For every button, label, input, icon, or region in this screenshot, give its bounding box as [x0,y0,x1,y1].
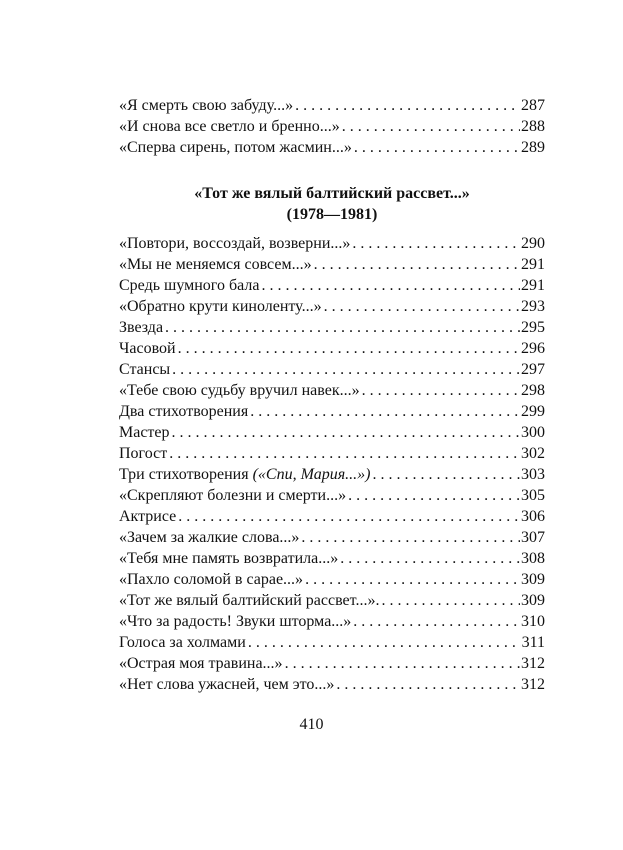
toc-entry-page: 302 [521,445,545,462]
toc-entry-title: Средь шумного бала [119,277,260,294]
dot-leader [352,233,520,254]
page-number: 410 [299,716,324,733]
toc-entry-page: 293 [521,298,545,315]
toc-entry [119,590,545,611]
toc-entry [119,275,545,296]
toc-entry-title: «Тот же вялый балтийский рассвет...». [119,592,380,609]
toc-entry [119,611,545,632]
dot-leader [165,317,520,338]
toc-entry [119,443,545,464]
toc-entry-title: Стансы [119,361,171,378]
toc-entry-title: «Нет слова ужасней, чем это...» [119,676,335,693]
section-heading [119,183,545,225]
toc-entry-title: «Тебе свою судьбу вручил навек...» [119,382,360,399]
toc-entry [119,422,545,443]
dot-leader [248,632,521,653]
toc-entry-title: Часовой [119,340,176,357]
toc-entry-title: «Скрепляют болезни и смерти...» [119,487,347,504]
toc-entry-page: 312 [521,676,545,693]
toc-entry [119,485,545,506]
toc-entry [119,548,545,569]
toc-entry-title: Звезда [119,319,164,336]
toc-entry [119,674,545,695]
dot-leader [261,275,520,296]
toc-entry [119,569,545,590]
dot-leader [169,443,520,464]
dot-leader [172,359,520,380]
toc-entry-page: 309 [521,592,545,609]
section-title: «Тот же вялый балтийский рассвет...» [194,185,470,202]
toc-entry-page: 299 [521,403,545,420]
toc-entry [119,317,545,338]
toc-entry-page: 298 [521,382,545,399]
toc-entry-page: 288 [521,118,545,135]
toc-entry-title: «И снова все светло и бренно...» [119,118,340,135]
dot-leader [336,674,520,695]
toc-entry-title: Голоса за холмами [119,634,246,651]
toc-entry-title: «Острая моя травина...» [119,655,283,672]
toc-entry-title: Актрисе [119,508,177,525]
toc-entry-page: 311 [521,634,545,651]
toc-list-part1 [119,95,545,158]
toc-entry-title: «Сперва сирень, потом жасмин...» [119,139,352,156]
toc-entry [119,401,545,422]
toc-entry-title: «Я смерть свою забуду...» [119,97,294,114]
dot-leader [354,137,520,158]
dot-leader [285,653,520,674]
toc-entry [119,233,545,254]
toc-entry-title: Три стихотворения [119,466,249,483]
toc-entry [119,137,545,158]
toc-entry-page: 290 [521,235,545,252]
toc-entry-page: 310 [521,613,545,630]
toc-entry [119,116,545,137]
toc-entry-title: «Мы не меняемся совсем...» [119,256,312,273]
toc-entry-page: 296 [521,340,545,357]
section-years: (1978—1981) [286,206,378,223]
toc-entry [119,464,545,485]
dot-leader [250,401,520,422]
toc-entry-page: 305 [521,487,545,504]
toc-entry [119,254,545,275]
toc-entry-title: «Повтори, воссоздай, возверни...» [119,235,351,252]
dot-leader [353,611,520,632]
toc-entry [119,506,545,527]
toc-entry-page: 303 [521,466,545,483]
dot-leader [178,506,520,527]
toc-entry-page: 308 [521,550,545,567]
toc-entry-title: Погост [119,445,168,462]
toc-entry-title: «Зачем за жалкие слова...» [119,529,300,546]
toc-entry [119,527,545,548]
dot-leader [362,380,520,401]
toc-entry-page: 291 [521,277,545,294]
toc-entry-title: «Что за радость! Звуки шторма...» [119,613,352,630]
toc-entry-title-group [119,464,370,485]
dot-leader [314,254,520,275]
toc-entry-page: 287 [521,97,545,114]
dot-leader [295,95,520,116]
dot-leader [305,569,520,590]
dot-leader [178,338,520,359]
toc-entry-page: 297 [521,361,545,378]
toc-entry-title: «Пахло соломой в сарае...» [119,571,304,588]
toc-entry-page: 312 [521,655,545,672]
toc-entry-title: «Тебя мне память возвратила...» [119,550,339,567]
toc-entry-title: Мастер [119,424,170,441]
toc-entry [119,653,545,674]
toc-entry [119,632,545,653]
dot-leader [348,485,520,506]
dot-leader [172,422,520,443]
toc-entry [119,296,545,317]
toc-list-part2 [119,233,545,695]
toc-entry-subtitle: («Спи, Мария...») [252,466,371,483]
dot-leader [324,296,520,317]
toc-entry [119,95,545,116]
toc-entry [119,359,545,380]
toc-entry-page: 291 [521,256,545,273]
toc-entry-title: Два стихотворения [119,403,249,420]
dot-leader [340,548,520,569]
toc-entry-page: 289 [521,139,545,156]
dot-leader [301,527,520,548]
toc-entry [119,338,545,359]
dot-leader [342,116,520,137]
toc-entry-page: 300 [521,424,545,441]
toc-entry-title: «Обратно крути киноленту...» [119,298,322,315]
toc-entry-page: 306 [521,508,545,525]
toc-entry [119,380,545,401]
toc-entry-page: 295 [521,319,545,336]
toc-entry-page: 309 [521,571,545,588]
dot-leader [372,464,520,485]
dot-leader [381,590,520,611]
toc-entry-page: 307 [521,529,545,546]
